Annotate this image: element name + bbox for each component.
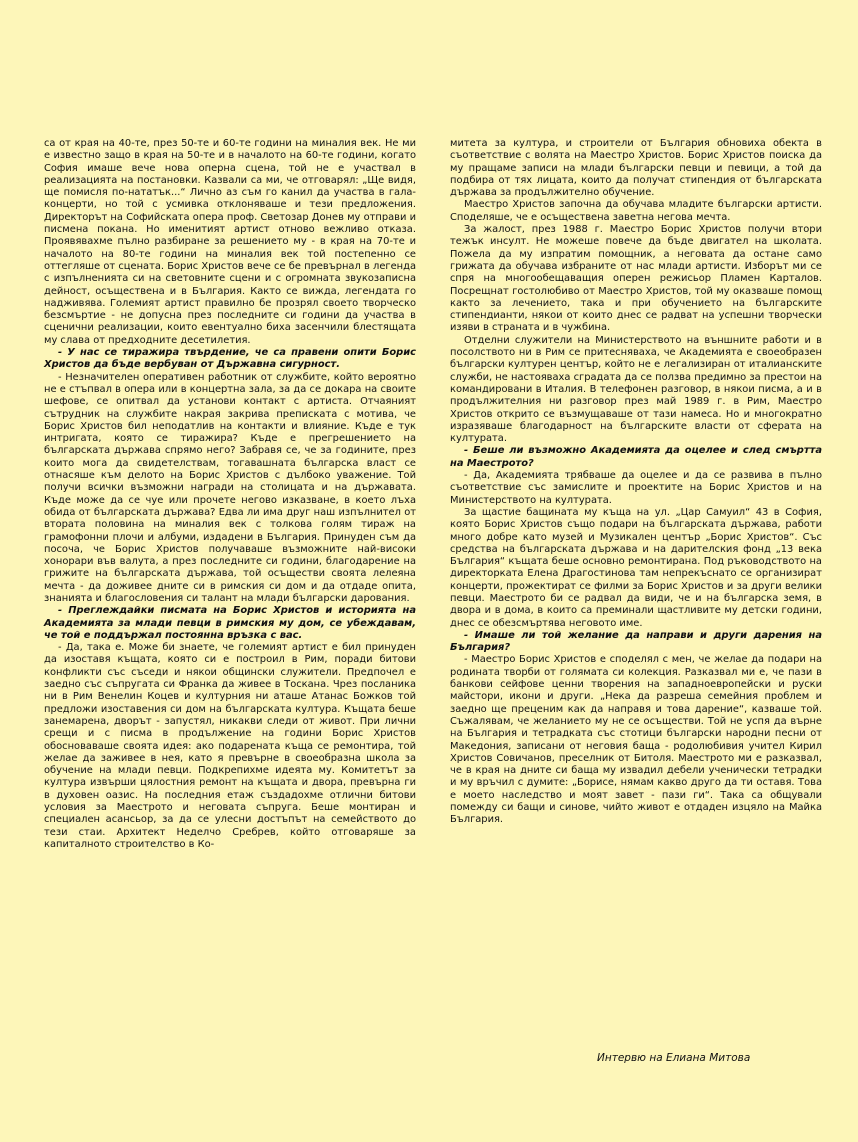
paragraph: са от края на 40-те, през 50-те и 60-те години на миналия век. Не ми е известно защо в края на 50-те и в началото на 60-те години, когато София имаше вече нова оперна сцена, той не е участвал в реализацията на постановки. Казвали са ми, че отговарял: „Ще видя, ще помисля по-нататък...“ Лично аз съм го канил да участва в гала-концерти, но той с усмивка отклоняваше и тези предложения. Директорът на Софийската опера проф. Светозар Донев му отправи и писмена покана. Но именитият артист отново вежливо отказа. Проявявахме пълно разбиране за решението му - в края на 70-те и началото на 80-те години на миналия век той постепенно се оттегляше от сцената. Борис Христов вече се бе превърнал в легенда с изпълненията си на световните сцени и с огромната звукозаписна дейност, осъществена и в България. Както се вижда, легендата го надживява. Големият артист правилно бе прозрял своето творческо безсмъртие - не допусна през последните си години да участва в сценични реализации, които евентуално биха засенчили блестящата му слава от предходните десетилетия. bbox=[44, 138, 416, 346]
interview-question: - У нас се тиражира твърдение, че са правени опити Борис Христов да бъде вербуван от Държавна сигурност. bbox=[44, 347, 416, 371]
interview-question: - Имаше ли той желание да направи и други дарения на България? bbox=[450, 629, 822, 654]
article-body bbox=[44, 138, 822, 1088]
left-column bbox=[44, 138, 416, 1088]
paragraph: - Маестро Борис Христов е споделял с мен, че желае да подари на родината творби от голямата си колекция. Разказвал ми е, че пази в банкови сейфове ценни творения на западноевропейски и руски майстори, икони и други. „Нека да разреша семейния проблем и заедно ще преценим как да направя и това дарение“, казваше той. Съжалявам, че желанието му не се осъществи. Той не успя да върне на България и тетрадката със стотици български народни песни от Македония, записани от неговия баща - родолюбивия учител Кирил Христов Совичанов, преселник от Битоля. Маестрото ми е разказвал, че в края на дните си баща му извадил дебели ученически тетрадки и му връчил с думите: „Борисе, нямам какво друго да ти оставя. Това е моето наследство и моят завет - пази ги“. Така са общували помежду си бащи и синове, чийто живот е отдаден изцяло на Майка България. bbox=[450, 654, 822, 826]
paragraph: За щастие бащината му къща на ул. „Цар Самуил“ 43 в София, която Борис Христов също подари на българската държава, работи много добре като музей и Музикален център „Борис Христов“. Със средства на българската държава и на дарителския фонд „13 века България“ къщата беше основно ремонтирана. Под ръководството на директорката Елена Драгостинова там непрекъснато се организират концерти, прожектират се филми за Борис Христов и за други велики певци. Маестрото би се радвал да види, че и на българска земя, в двора и в дома, в които са преминали щастливите му детски години, днес се обезсмъртява неговото име. bbox=[450, 506, 822, 629]
paragraph: - Да, така е. Може би знаете, че големият артист е бил принуден да изоставя къщата, която си е построил в Рим, поради битови конфликти със съседи и някои общински служители. Предпочел е заедно със съпругата си Франка да живее в Тоскана. Чрез посланика ни в Рим Венелин Коцев и културния ни аташе Атанас Божков той предложи изоставения си дом на българската култура. Къщата беше занемарена, дворът - запустял, никакви следи от живот. При лични срещи и с писма в продължение на години Борис Христов обосноваваше своята идея: ако подарената къща се ремонтира, той желае да заживее в нея, като я превърне в своеобразна школа за обучение на млади певци. Подкрепихме идеята му. Комитетът за култура извърши цялостния ремонт на къщата и двора, превърна ги в духовен оазис. На последния етаж създадохме отлични битови условия за Маестрото и неговата съпруга. Беше монтиран и специален асансьор, за да се улесни достъпът на семейството до тези стаи. Архитект Неделчо Сребрев, който отговаряше за капиталното строителство в Ко- bbox=[44, 642, 416, 850]
right-column bbox=[450, 138, 822, 1088]
paragraph: - Да, Академията трябваше да оцелее и да се развива в пълно съответствие със замислите и проектите на Борис Христов и на Министерството на културата. bbox=[450, 470, 822, 506]
paragraph: Маестро Христов започна да обучава младите български артисти. Споделяше, че е осъществена заветна негова мечта. bbox=[450, 199, 822, 223]
interview-question: - Беше ли възможно Академията да оцелее и след смъртта на Маестрото? bbox=[450, 445, 822, 469]
paragraph: - Незначителен оперативен работник от службите, който вероятно не е стъпвал в опера или в концертна зала, за да се докара на своите шефове, се опитвал да установи контакт с артиста. Отчаяният сътрудник на службите накрая закрива преписката с мотива, че Борис Христов бил неподатлив на контакти и влияние. Къде е тук интригата, която се тиражира? Къде е прегрешението на българската държава спрямо него? Забравя се, че за годините, през които мога да свидетелствам, тогавашната българска власт се отнасяше към делото на Борис Христов с дълбоко уважение. Той получи всички възможни награди на столицата и на държавата. Къде може да се чуе или прочете негово изказване, в което лъха обида от българската държава? Едва ли има друг наш изпълнител от втората половина на миналия век с толкова голям тираж на грамофонни плочи и албуми, издадени в България. Принуден съм да посоча, че Борис Христов получаваше възможните най-високи хонорари във валута, а през последните си години, благодарение на грижите на българската държава, той осъществи своята лелеяна мечта - да доживее дните си в римския си дом и да отдаде опита, знанията и благословения си талант на млади български дарования. bbox=[44, 371, 416, 604]
author-signature: Интервю на Елиана Митова bbox=[597, 1052, 751, 1064]
paragraph: За жалост, през 1988 г. Маестро Борис Христов получи втори тежък инсулт. Не можеше повече да бъде двигател на школата. Пожела да му изпратим помощник, а неговата да остане само грижата да обучава избраните от нас млади артисти. Изборът ми се спря на многообещаващия оперен режисьор Пламен Карталов. Посрещнат гостолюбиво от Маестро Христов, той му оказваше помощ както за лечението, така и при обучението на българските стипендианти, някои от които днес се радват на успешни творчески изяви в страната и в чужбина. bbox=[450, 224, 822, 334]
paragraph: Отделни служители на Министерството на външните работи и в посолството ни в Рим се притесняваха, че Академията е своеобразен български културен център, който не е легализиран от италианските служби, не настояваха сградата да се ползва предимно за престои на командировани в Италия. В телефонен разговор, в някои писма, а и в продължителния ни разговор през май 1989 г. в Рим, Маестро Христов открито се възмущаваше от тази намеса. Но и многократно изразяваше благодарност на българските власти от сферата на културата. bbox=[450, 334, 822, 445]
interview-question: - Преглеждайки писмата на Борис Христов и историята на Академията за млади певци в римския му дом, се убеждавам, че той е поддържал постоянна връзка с вас. bbox=[44, 605, 416, 641]
paragraph: митета за култура, и строители от България обновиха обекта в съответствие с волята на Маестро Христов. Борис Христов поиска да му пращаме записи на млади български певци и певици, а той да подбира от тях лицата, които да получат стипендия от българската държава за продължително обучение. bbox=[450, 138, 822, 199]
